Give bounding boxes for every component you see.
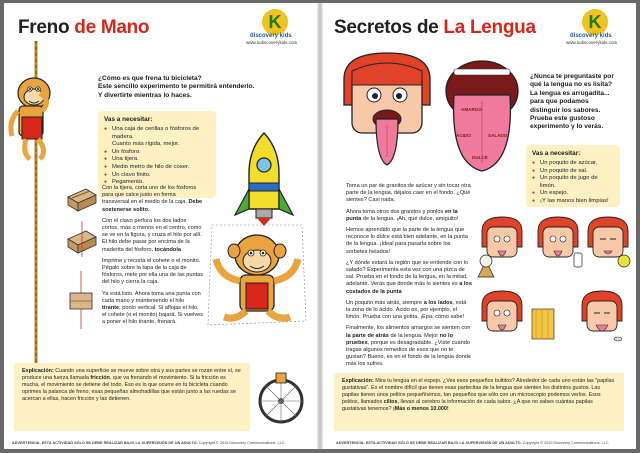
left-materials-box: Vas a necesitar: ● Una caja de cerillas o fósforos de madera. Cuanto más rígida, mejor. ● Un fósforo. ● Una tijera. ● Medio metro de hilo de coser. ● Un clavo finito. ● Pegamento. [98,111,216,198]
left-page-title: Freno de Mano [18,17,150,38]
girl-tongue-illustration [338,49,436,173]
list-item: ● Una tijera. [104,156,210,164]
rocket-illustration [229,131,299,227]
girl-tasting-sugar [478,217,522,277]
list-item: ● Un clavo finito. [104,172,210,180]
right-page-title: Secretos de La Lengua [334,17,536,38]
discovery-kids-logo [564,9,634,49]
right-page [320,3,636,449]
brand-url: www.tudiscoverykids.com [566,40,618,45]
tongue-label-bitter: AMARGO [461,107,482,112]
left-instructions: Con la tijera, corta uno de los fósforos para que calce justo en forma transversal en el medio de la caja. Debe sostenerse solito. Con el clavo perfora los dos lados cortos, más o menos en el centro, como se ve en la figura, y cruza el hilo por allí. El hilo debe pasar por encima de la maderita del fósforo, tocándola Imprime y recorta el cohete o el monito. Pégalo sobre la tapa de la caja de fósforos, mete por ella una de las puntas del hilo y cierra la caja. Ya está listo. Ahora toma una punta con cada mano y manteniendo el hilo tirante, ponlo vertical. Si aflojas el hilo, el cohete (o el monito) bajará. Si vuelves a poner el hilo tirante, frenará. [102,185,204,326]
fries-illustration [532,309,554,339]
list-item: ● Una caja de cerillas o fósforos de madera. [104,126,210,141]
brand-name: discovery kids [570,33,612,39]
discovery-kids-logo [244,9,314,49]
girl-tasting-salt [538,217,582,267]
brand-url: www.tudiscoverykids.com [246,40,298,45]
list-item: ● Un poquito de jugo de limón. [532,175,614,190]
list-item: Cuanto más rígida, mejor. [112,141,180,148]
left-page [4,3,320,449]
brand-letter: K [582,9,608,35]
magazine-spread [4,3,636,449]
right-explanation: Explicación: Mira tu lengua en el espejo. ¿Ves esos pequeños bultitos? Alrededor de cada uno están las "papilas gustativas". Es el nombre difícil que tienen esas partecitas de la lengua que sienten los distintos gustos. Las papilas tienen unos pelitos pequeñísimos, tan pequeños que sólo con un microscopio podemos verlos. Esos pelitos, llamados cilios, llevan al cerebro la información de cada sabor. ¿A que no sabes cuántas papilas gustativas tenemos? ¡Más o menos 10.000! [334,373,624,431]
matchbox-step1-illustration [64,183,98,213]
list-item: ● ¡Y las manos bien limpias! [532,198,614,206]
right-intro: ¿Nunca te preguntaste por qué la lengua no es lisita? La lengua es arrugadita... para que podamos distinguir los sabores. Prueba este gustoso experimento y lo verás. [530,73,614,131]
left-warning: ADVERTENCIA: ESTA ACTIVIDAD SÓLO SE DEBE REALIZAR BAJO LA SUPERVISIÓN DE UN ADULTO. Copyright © 2010 Discovery Communications, LLC. [12,441,286,445]
bicycle-wheel-illustration [256,371,306,425]
girl-tasting-sweet-fries [482,291,522,331]
materials-list [104,126,210,187]
list-item: ● Un fósforo. [104,149,210,157]
matchbox-step3-illustration [64,271,98,329]
list-item: ● Un espejo. [532,190,614,198]
matchbox-step2-illustration [64,221,98,257]
list-item: ● Un poquito de azúcar. [532,160,614,168]
tongue-label-salty: SALADO [488,133,508,138]
left-intro: ¿Cómo es que frena tu bicicleta? Este sencillo experimento te permitirá entenderlo. Y divertirte mientras lo haces. [98,75,255,99]
girl-tasting-lemon [588,217,630,267]
list-item: ● Un poquito de sal. [532,168,614,176]
materials-list [532,160,614,206]
tongue-label-sweet: DULCE [472,155,488,160]
girl-tasting-medicine [582,291,622,341]
left-explanation: Explicación: Cuando una superficie se mueve sobre otra y sus partes se rozan entre sí, se produce una fuerza llamada fricción, que va frenando el movimiento. Si la fricción es mucha, el movimiento se detiene del todo. Eso es lo que ocurre en tu bicicleta cuando oprimes la palanca de freno; esas pequeñas almohadillas que están junto a las ruedas se acercan a ellas, hacen fricción y las detienen. [14,363,250,431]
brand-name: discovery kids [250,33,292,39]
brand-letter: K [262,9,288,35]
list-item: ● Medio metro de hilo de coser. [104,164,210,172]
tasting-girls-illustration [474,213,632,361]
right-materials-box: Vas a necesitar: ● Un poquito de azúcar. ● Un poquito de sal. ● Un poquito de jugo de limón. ● Un espejo. ● ¡Y las manos bien limpias! [526,145,620,207]
right-instructions: Toma un par de granitos de azúcar y sin tocar otra parte de la lengua, déjalos caer en el fondo. ¿Qué sientes? Casi nada. Ahora toma otros dos granitos y ponlos en la punta de la lengua. ¡Ah, qué dulce, amiguito! Hemos aprendido que la parte de la lengua que reconoce lo dulce está bien adelante, en la punta de la lengua. ¡Ideal para pasarla sobre los sorbetes helados! ¿Y dónde estará la región que se entiende con lo salado? Experimenta esta vez con una pizca de sal. Prueba en el fondo de la lengua, en la mitad, adelante. Verás que donde más lo sientes es a los costados de la punta Un poquito más atrás, siempre a los lados, está la zona de lo ácido. Ácido es, por ejemplo, el limón. Prueba con una gotita. ¡Epa, cómo sabe! Finalmente, los alimentos amargos se sienten con la parte de atrás de la lengua. Mejor no lo pruebes, porque es desagradable. ¿Viste cuando tragas algunos remedios de esos que no te gustan? Bueno, es en el fondo de la lengua donde más los sufres. [346,183,472,368]
list-item: ● Pegamento. [104,179,210,187]
tongue-label-sour: ÁCIDO [456,133,471,138]
right-warning: ADVERTENCIA: ESTA ACTIVIDAD SÓLO SE DEBE REALIZAR BAJO LA SUPERVISIÓN DE UN ADULTO. Copyright © 2010 Discovery Communications, LLC. [336,441,610,445]
monkey-cutout-illustration [202,221,312,333]
